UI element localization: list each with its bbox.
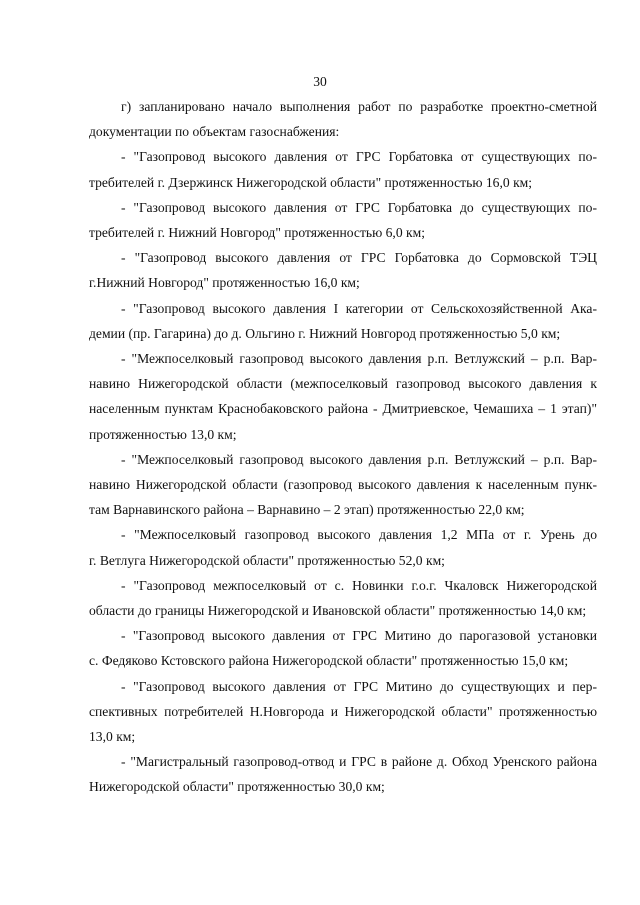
- text-line: спективных потребителей Н.Новгорода и Нижегородской области" протяженностью: [89, 703, 597, 719]
- text-line: - "Газопровод межпоселковый от с. Новинки г.о.г. Чкаловск Нижегородской: [121, 577, 597, 593]
- text-line: Нижегородской области" протяженностью 30,0 км;: [89, 779, 385, 795]
- text-line: навино Нижегородской области (межпоселковый газопровод высокого давления к: [89, 376, 597, 392]
- page-number: 30: [313, 74, 327, 89]
- paragraph: [89, 573, 597, 623]
- text-line: г.Нижний Новгород" протяженностью 16,0 км;: [89, 275, 360, 291]
- text-line: - "Газопровод высокого давления от ГРС Митино до парогазовой установки: [121, 628, 597, 644]
- text-line: протяженностью 13,0 км;: [89, 426, 237, 442]
- document-body: [89, 94, 597, 800]
- text-line: г. Ветлуга Нижегородской области" протяженностью 52,0 км;: [89, 552, 445, 568]
- text-line: - "Газопровод высокого давления I категории от Сельскохозяйственной Ака-: [121, 300, 597, 316]
- text-line: - "Газопровод высокого давления от ГРС Горбатовка до существующих по-: [121, 199, 597, 215]
- paragraph: [89, 623, 597, 673]
- paragraph: [89, 94, 597, 144]
- text-line: - "Межпоселковый газопровод высокого давления 1,2 МПа от г. Урень до: [121, 527, 597, 543]
- text-line: там Варнавинского района – Варнавино – 2 этап) протяженностью 22,0 км;: [89, 502, 525, 518]
- text-line: с. Федяково Кстовского района Нижегородской области" протяженностью 15,0 км;: [89, 653, 569, 669]
- text-line: - "Межпоселковый газопровод высокого давления р.п. Ветлужский – р.п. Вар-: [121, 351, 597, 367]
- text-line: требителей г. Дзержинск Нижегородской области" протяженностью 16,0 км;: [89, 174, 533, 190]
- text-line: - "Газопровод высокого давления от ГРС Горбатовка до Сормовской ТЭЦ: [121, 250, 597, 266]
- text-line: - "Газопровод высокого давления от ГРС Митино до существующих и пер-: [121, 678, 597, 694]
- paragraph: [89, 674, 597, 750]
- paragraph: [89, 447, 597, 523]
- paragraph: [89, 144, 597, 194]
- text-line: области до границы Нижегородской и Ивановской области" протяженностью 14,0 км;: [89, 603, 587, 619]
- text-line: - "Газопровод высокого давления от ГРС Горбатовка от существующих по-: [121, 149, 597, 165]
- text-line: - "Межпоселковый газопровод высокого давления р.п. Ветлужский – р.п. Вар-: [121, 451, 597, 467]
- paragraph: [89, 749, 597, 799]
- paragraph: [89, 195, 597, 245]
- text-line: г) запланировано начало выполнения работ по разработке проектно-сметной: [121, 99, 597, 114]
- paragraph: [89, 346, 597, 447]
- paragraph: [89, 245, 597, 295]
- text-line: требителей г. Нижний Новгород" протяженностью 6,0 км;: [89, 225, 426, 241]
- text-line: населенным пунктам Краснобаковского района - Дмитриевское, Чемашиха – 1 этап)": [89, 401, 597, 417]
- text-line: 13,0 км;: [89, 729, 136, 745]
- paragraph: [89, 296, 597, 346]
- paragraph: [89, 522, 597, 572]
- text-line: - "Магистральный газопровод-отвод и ГРС в районе д. Обход Уренского района: [121, 754, 597, 770]
- text-line: демии (пр. Гагарина) до д. Ольгино г. Нижний Новгород протяженностью 5,0 км;: [89, 325, 561, 341]
- text-line: навино Нижегородской области (газопровод высокого давления к населенным пунк-: [89, 477, 597, 493]
- text-line: документации по объектам газоснабжения:: [89, 124, 340, 140]
